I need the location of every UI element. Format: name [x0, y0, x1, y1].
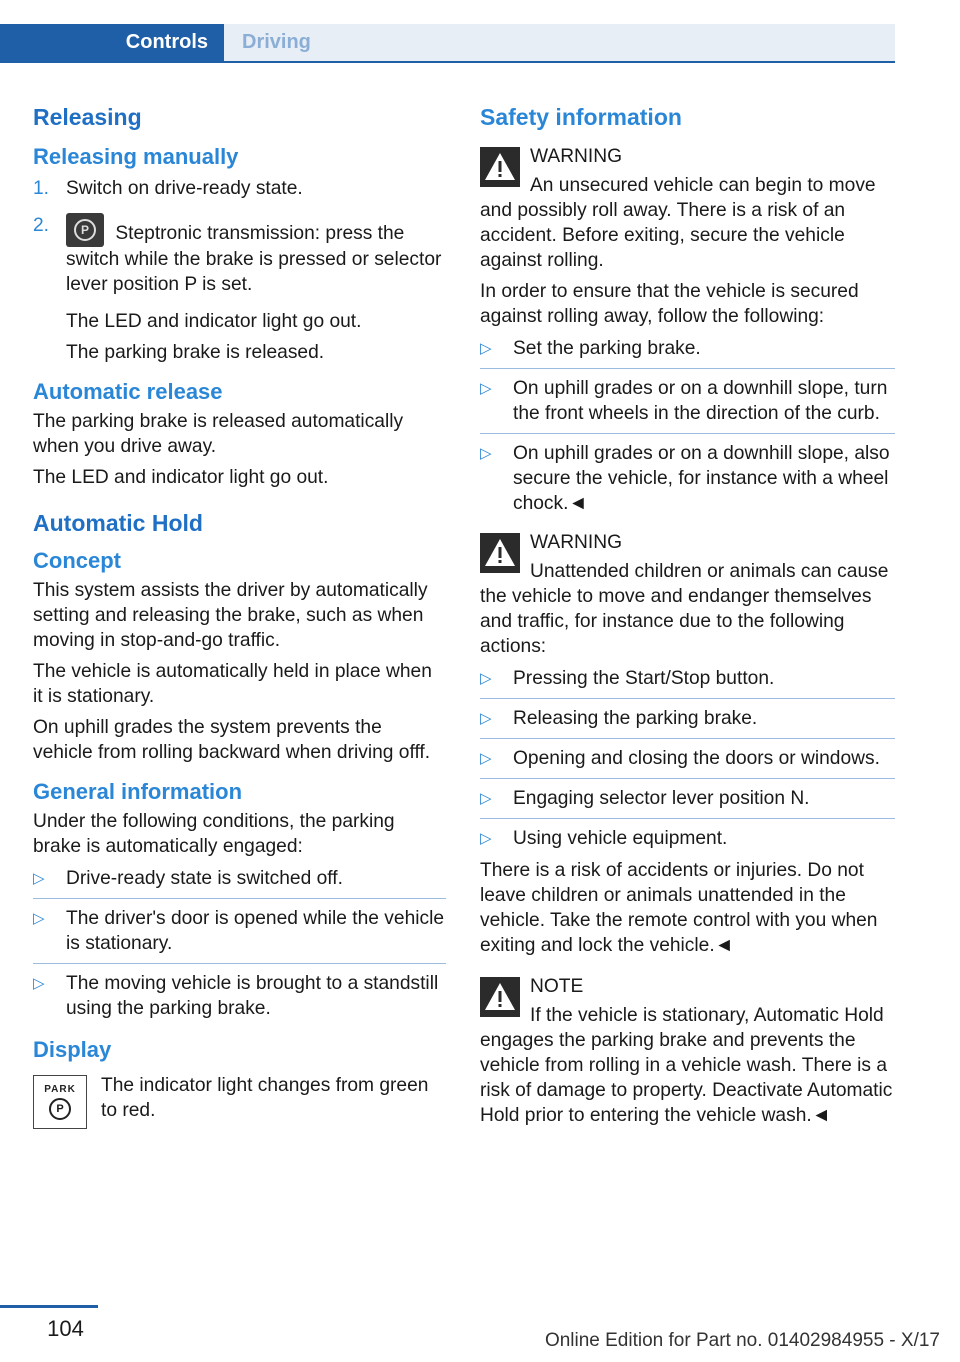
display-section — [33, 1073, 446, 1133]
warning-2-consequence: There is a risk of accidents or injuries. Do not leave children or animals unattended in the vehicle. Take the remote control with you when exiting and lock the vehicle.◄ — [480, 860, 878, 956]
warning-label: WARNING — [530, 146, 623, 167]
list-item: ▷ On uphill grades or on a downhill slope, turn the front wheels in the direction of the curb. — [480, 378, 888, 424]
warning-triangle-icon — [480, 977, 520, 1017]
auto-release-text-2: The LED and indicator light go out. — [33, 467, 329, 488]
left-column — [33, 98, 446, 1133]
step-1 — [33, 176, 446, 201]
step-text: Steptronic transmission: press the switch while the brake is pressed or selector lever position P is set. — [66, 223, 442, 295]
concept-text-3: On uphill grades the system prevents the vehicle from rolling backward when driving offf. — [33, 717, 431, 763]
list-item: ▷ The moving vehicle is brought to a standstill using the parking brake. — [33, 973, 439, 1019]
step-2 — [33, 213, 446, 297]
triangle-right-icon: ▷ — [480, 445, 492, 462]
heading-automatic-release: Automatic release — [33, 379, 223, 404]
warning-triangle-icon — [480, 147, 520, 187]
page-number: 104 — [47, 1316, 84, 1341]
list-item: ▷ Engaging selector lever position N. — [480, 788, 810, 809]
footer-divider — [0, 1305, 98, 1308]
triangle-right-icon: ▷ — [480, 380, 492, 397]
heading-safety-information: Safety information — [480, 104, 682, 130]
warning-block-2 — [480, 530, 895, 659]
secure-bullet-list — [480, 336, 895, 516]
note-block — [480, 974, 895, 1128]
triangle-right-icon: ▷ — [480, 830, 492, 847]
heading-releasing: Releasing — [33, 104, 142, 130]
warning-triangle-icon — [480, 533, 520, 573]
tab-controls[interactable]: Controls — [0, 24, 224, 61]
heading-general-information: General information — [33, 779, 243, 804]
heading-display: Display — [33, 1037, 112, 1062]
list-item: ▷ Pressing the Start/Stop button. — [480, 668, 775, 689]
list-item: ▷ Opening and closing the doors or windows. — [480, 748, 880, 769]
auto-release-text-1: The parking brake is released automatically when you drive away. — [33, 411, 404, 457]
list-item: ▷ The driver's door is opened while the vehicle is stationary. — [33, 908, 445, 954]
triangle-right-icon: ▷ — [480, 340, 492, 357]
warning-text: Unattended children or animals can cause the vehicle to move and endanger themselves and traffic, for instance due to the following actions: — [480, 561, 889, 657]
triangle-right-icon: ▷ — [480, 670, 492, 687]
step-text: Switch on drive-ready state. — [66, 178, 303, 199]
header-divider — [0, 61, 895, 63]
triangle-right-icon: ▷ — [33, 910, 45, 927]
header-tabs — [0, 0, 895, 62]
step-number: 1. — [33, 178, 50, 199]
display-text: The indicator light changes from green to red. — [101, 1075, 429, 1121]
secure-intro-text: In order to ensure that the vehicle is secured against rolling away, follow the following: — [480, 281, 859, 327]
warning-text: An unsecured vehicle can begin to move and possibly roll away. There is a risk of an accident. Before exiting, secure the vehicle against rolling. — [480, 175, 876, 271]
list-item: ▷ Drive-ready state is switched off. — [33, 868, 343, 889]
heading-automatic-hold: Automatic Hold — [33, 510, 203, 536]
warning-block-1 — [480, 144, 895, 273]
general-text: Under the following conditions, the parking brake is automatically engaged: — [33, 811, 395, 857]
step-2-note-2: The parking brake is released. — [66, 342, 325, 363]
step-number: 2. — [33, 215, 50, 236]
right-column — [480, 98, 895, 1134]
heading-releasing-manually: Releasing manually — [33, 144, 239, 169]
general-bullet-list — [33, 866, 446, 1021]
list-item: ▷ Using vehicle equipment. — [480, 828, 728, 849]
triangle-right-icon: ▷ — [480, 750, 492, 767]
list-item: ▷ Set the parking brake. — [480, 338, 701, 359]
edition-text: Online Edition for Part no. 01402984955 - X/17 — [544, 1330, 940, 1351]
park-indicator-icon: PARK P — [33, 1075, 87, 1129]
list-item: ▷ On uphill grades or on a downhill slope, also secure the vehicle, for instance with a wheel chock.◄ — [480, 443, 890, 514]
list-item: ▷ Releasing the parking brake. — [480, 708, 758, 729]
step-2-note-1: The LED and indicator light go out. — [66, 311, 362, 332]
triangle-right-icon: ▷ — [480, 790, 492, 807]
tab-driving[interactable]: Driving — [224, 24, 895, 61]
triangle-right-icon: ▷ — [33, 870, 45, 887]
concept-text-2: The vehicle is automatically held in place when it is stationary. — [33, 661, 432, 707]
triangle-right-icon: ▷ — [480, 710, 492, 727]
concept-text-1: This system assists the driver by automatically setting and releasing the brake, such as when moving in stop-and-go traffic. — [33, 580, 428, 651]
note-label: NOTE — [530, 976, 584, 997]
parking-brake-switch-icon: P — [66, 213, 104, 247]
actions-bullet-list — [480, 666, 895, 851]
warning-label: WARNING — [530, 532, 623, 553]
note-text: If the vehicle is stationary, Automatic Hold engages the parking brake and prevents the vehicle from rolling in a vehicle wash. There is a risk of damage to property. Deactivate Automatic Hold prior to entering the vehicle wash.◄ — [480, 1005, 893, 1126]
heading-concept: Concept — [33, 548, 121, 573]
triangle-right-icon: ▷ — [33, 975, 45, 992]
